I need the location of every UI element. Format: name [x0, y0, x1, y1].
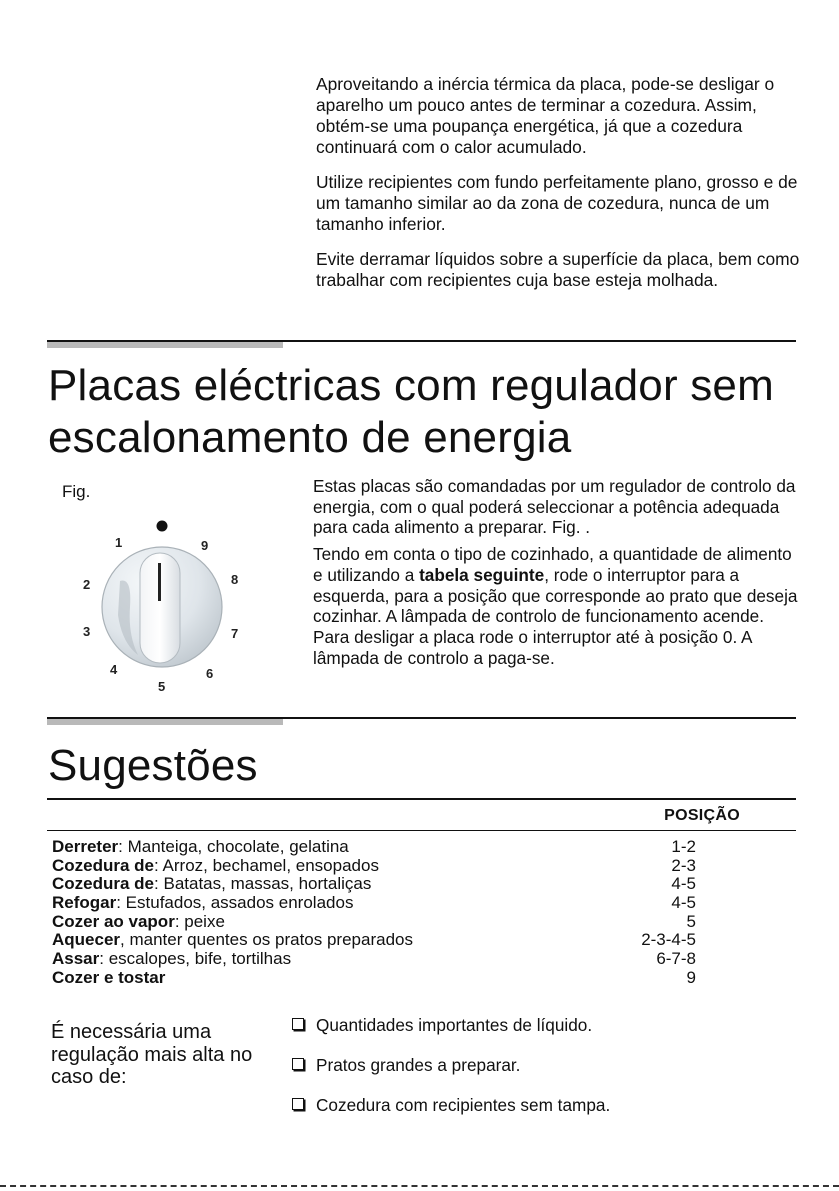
checkbox-icon [292, 1058, 304, 1070]
table-header [47, 800, 796, 830]
table-row [47, 857, 796, 876]
checklist-item-label: Quantidades importantes de líquido. [316, 1015, 593, 1035]
figure-label: Fig. [62, 482, 91, 501]
dish-keyword: Refogar [52, 893, 117, 913]
dial-number: 3 [83, 624, 91, 639]
dish-keyword: Aquecer [52, 930, 121, 950]
checkbox-icon [292, 1098, 304, 1110]
dish-keyword: Assar [52, 949, 100, 969]
checklist [290, 1015, 810, 1135]
table-body [47, 831, 796, 988]
body-paragraph: Tendo em conta o tipo de cozinhado, a quantidade de alimento e utilizando a tabela seguinte, rode o interruptor para a esquerda, para a posição que corresponde ao prato que deseja cozinhar. A lâmpada de controlo de funcionamento acende. Para desligar a placa rode o interruptor até à posição 0. A lâmpada de controlo a paga-se. [313, 544, 798, 668]
dish-keyword: Cozedura de [52, 874, 155, 894]
dish-keyword: Derreter [52, 837, 119, 856]
dish-description: : Estufados, assados enrolados [116, 893, 354, 913]
table-reference: tabela seguinte [419, 564, 545, 585]
regulator-dial-figure [70, 515, 270, 705]
dish-keyword: Cozer e tostar [52, 967, 166, 987]
table-row [47, 894, 796, 913]
dish-keyword: Cozedura de [52, 855, 155, 875]
section-tab-bar [47, 718, 283, 725]
higher-setting-note: É necessária uma regulação mais alta no caso de: [51, 1021, 253, 1088]
dish-description: : Manteiga, chocolate, gelatina [118, 837, 349, 856]
section-divider [47, 717, 796, 719]
position-value: 2-3 [671, 855, 696, 875]
checkbox-icon [292, 1018, 304, 1030]
position-column-header: POSIÇÃO [664, 806, 740, 824]
dish-description: : escalopes, bife, tortilhas [99, 949, 292, 969]
dish-keyword: Cozer ao vapor [52, 911, 175, 931]
body-paragraph: Estas placas são comandadas por um regulador de controlo da energia, com o qual poderá seleccionar a potência adequada para cada alimento a preparar. Fig. . [313, 476, 796, 538]
page-cut-line [0, 1185, 839, 1187]
dial-number: 8 [231, 572, 239, 587]
knob-indicator [158, 563, 161, 601]
position-value: 1-2 [671, 837, 696, 856]
position-value: 9 [686, 967, 696, 987]
checklist-item-label: Pratos grandes a preparar. [316, 1055, 521, 1075]
checklist-item-label: Cozedura com recipientes sem tampa. [316, 1095, 611, 1115]
table-row [47, 931, 796, 950]
table-row [47, 875, 796, 894]
checklist-item [290, 1015, 810, 1055]
dish-description: : peixe [174, 911, 225, 931]
position-value: 5 [686, 911, 696, 931]
dial-number: 6 [206, 666, 214, 681]
dish-description: : Batatas, massas, hortaliças [154, 874, 372, 894]
checklist-item [290, 1055, 810, 1095]
dial-number: 9 [201, 538, 209, 553]
position-value: 2-3-4-5 [641, 930, 696, 950]
table-row [47, 950, 796, 969]
dish-description: , manter quentes os pratos preparados [120, 930, 413, 950]
table-row [47, 913, 796, 932]
position-value: 4-5 [671, 893, 696, 913]
position-value: 6-7-8 [656, 949, 696, 969]
table-row [47, 969, 796, 988]
section-body [313, 476, 805, 674]
section-tab-bar [47, 341, 283, 348]
dial-number: 4 [110, 662, 118, 677]
intro-text [316, 74, 802, 305]
section-title: Placas eléctricas com regulador sem escalonamento de energia [48, 361, 774, 462]
intro-paragraph: Evite derramar líquidos sobre a superfície da placa, bem como trabalhar com recipientes cuja base esteja molhada. [316, 249, 800, 290]
dial-number: 2 [83, 577, 91, 592]
zero-position-dot [157, 521, 168, 532]
dial-number: 7 [231, 626, 239, 641]
table-row [47, 838, 796, 857]
intro-paragraph: Utilize recipientes com fundo perfeitamente plano, grosso e de um tamanho similar ao da zona de cozedura, nunca de um tamanho inferior. [316, 172, 798, 234]
dial-number: 1 [115, 535, 123, 550]
section-title: Sugestões [48, 741, 258, 790]
intro-paragraph: Aproveitando a inércia térmica da placa, pode-se desligar o aparelho um pouco antes de terminar a cozedura. Assim, obtém-se uma poupança energética, já que a cozedura continuará com o calor acumulado. [316, 74, 775, 157]
section-divider [47, 340, 796, 342]
dial-number: 5 [158, 679, 166, 694]
dish-description: : Arroz, bechamel, ensopados [154, 855, 379, 875]
position-value: 4-5 [671, 874, 696, 894]
checklist-item [290, 1095, 810, 1135]
suggestions-table [47, 798, 796, 988]
